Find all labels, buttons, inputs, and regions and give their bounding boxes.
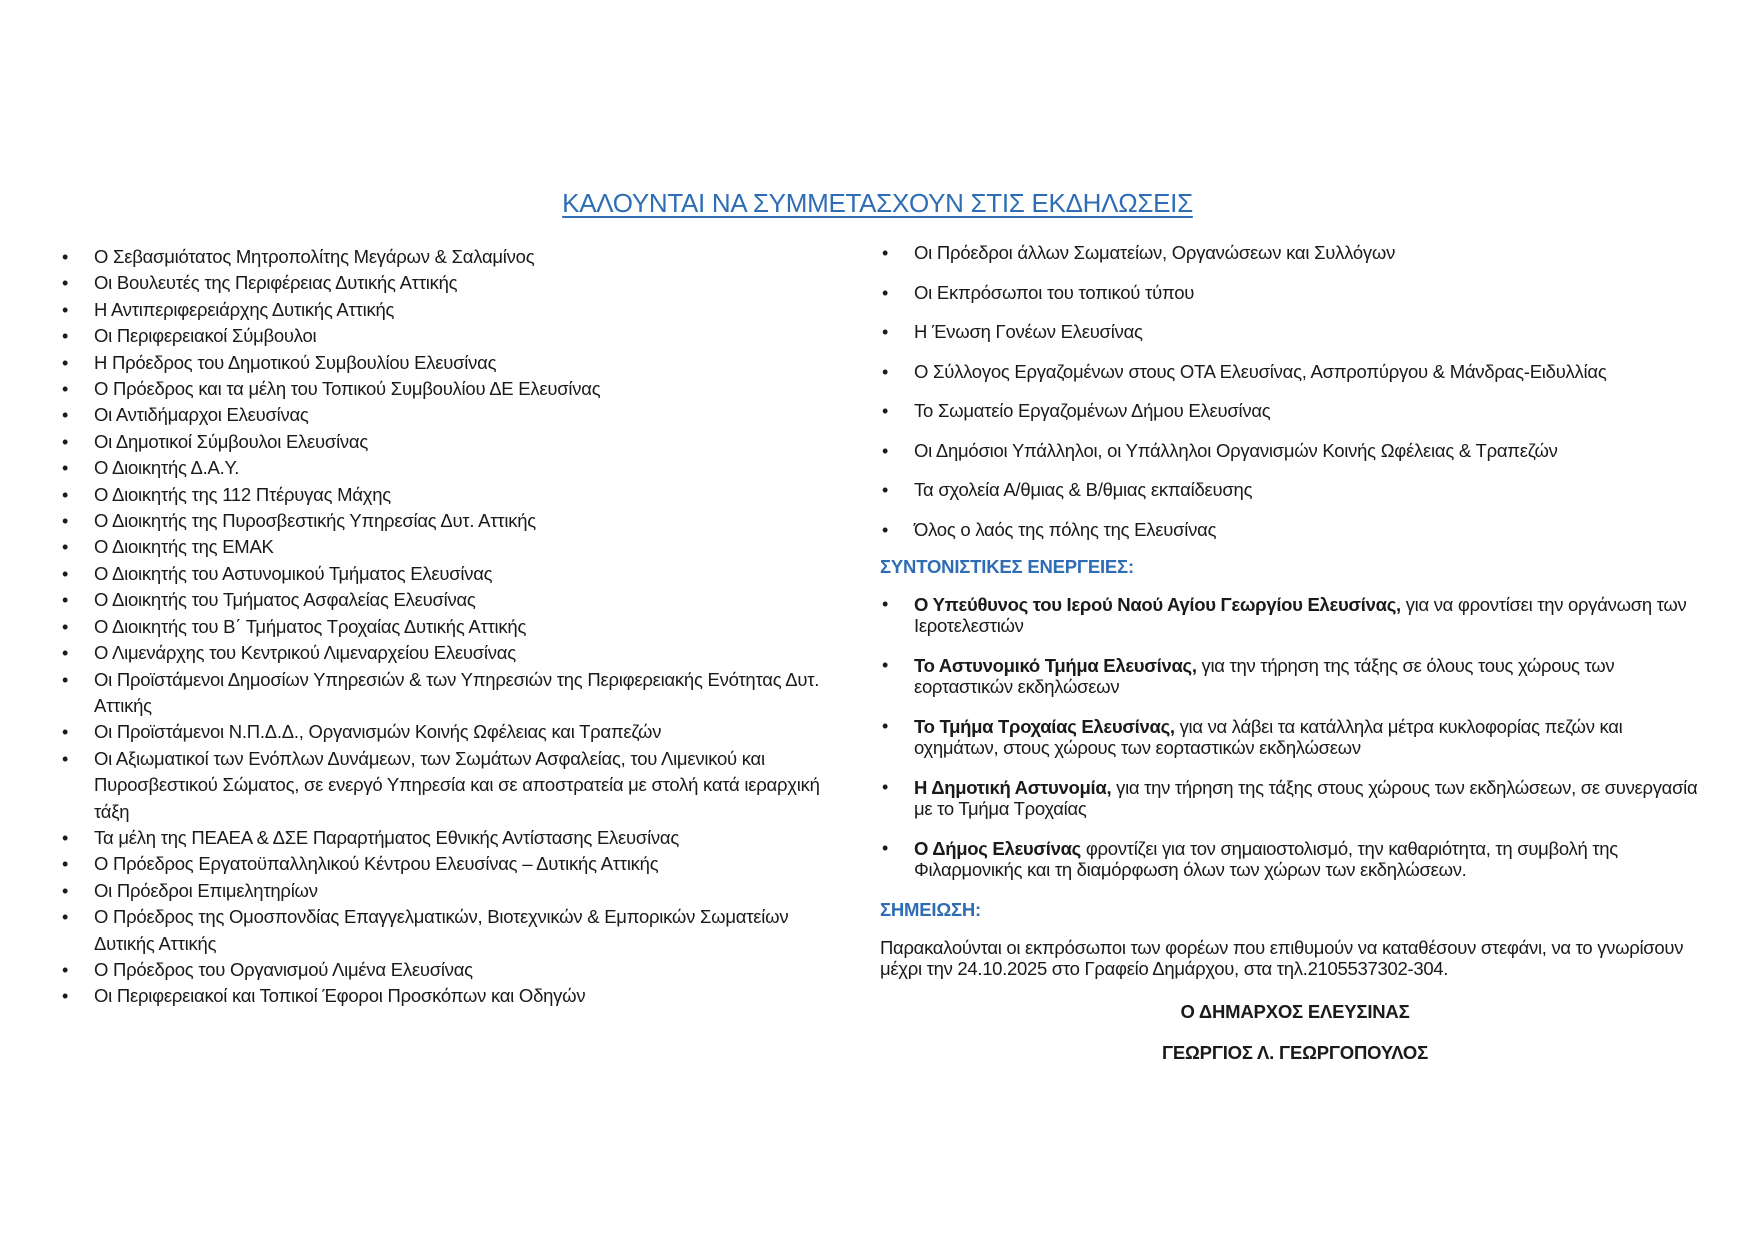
list-item: • Ο Πρόεδρος της Ομοσπονδίας Επαγγελματικών, Βιοτεχνικών & Εμπορικών Σωματείων Δυτικής Αττικής bbox=[60, 904, 840, 957]
coordination-item-task: για την τήρηση της τάξης σε όλους τους χώρους των εορταστικών εκδηλώσεων bbox=[914, 655, 1615, 697]
list-item: • Ο Διοικητής Δ.Α.Υ. bbox=[60, 455, 840, 481]
signature-block bbox=[880, 1001, 1710, 1064]
invitees-left-column bbox=[60, 244, 840, 1010]
list-item: • Τα σχολεία Α/θμιας & Β/θμιας εκπαίδευσης bbox=[880, 477, 1710, 503]
list-item: • Όλος ο λαός της πόλης της Ελευσίνας bbox=[880, 517, 1710, 543]
list-item: • Ο Διοικητής της ΕΜΑΚ bbox=[60, 534, 840, 560]
page-title: ΚΑΛΟΥΝΤΑΙ ΝΑ ΣΥΜΜΕΤΑΣΧΟΥΝ ΣΤΙΣ ΕΚΔΗΛΩΣΕΙΣ bbox=[562, 188, 1193, 218]
right-column bbox=[880, 240, 1710, 1083]
list-item: • Οι Δημόσιοι Υπάλληλοι, οι Υπάλληλοι Οργανισμών Κοινής Ωφέλειας & Τραπεζών bbox=[880, 438, 1710, 464]
note-text: Παρακαλούνται οι εκπρόσωποι των φορέων που επιθυμούν να καταθέσουν στεφάνι, να το γνωρίσουν μέχρι την 24.10.2025 στο Γραφείο Δημάρχου, στα τηλ.2105537302-304. bbox=[880, 937, 1684, 979]
coordination-item-task: για να φροντίσει την οργάνωση των Ιεροτελεστιών bbox=[914, 594, 1687, 636]
coordination-item bbox=[880, 777, 1710, 819]
list-item: • Η Ένωση Γονέων Ελευσίνας bbox=[880, 319, 1710, 345]
list-item: • Οι Αντιδήμαρχοι Ελευσίνας bbox=[60, 402, 840, 428]
coordination-item-entity: Το Τμήμα Τροχαίας Ελευσίνας, bbox=[914, 716, 1175, 737]
coordination-item bbox=[880, 716, 1710, 758]
list-item: • Οι Αξιωματικοί των Ενόπλων Δυνάμεων, των Σωμάτων Ασφαλείας, του Λιμενικού και Πυροσβεστικού Σώματος, σε ενεργό Υπηρεσία και σε αποστρατεία με στολή κατά ιεραρχική τάξη bbox=[60, 746, 840, 825]
list-item: • Ο Διοικητής της 112 Πτέρυγας Μάχης bbox=[60, 482, 840, 508]
list-item: • Ο Διοικητής του Αστυνομικού Τμήματος Ελευσίνας bbox=[60, 561, 840, 587]
list-item: • Ο Πρόεδρος του Οργανισμού Λιμένα Ελευσίνας bbox=[60, 957, 840, 983]
list-item: • Οι Περιφερειακοί και Τοπικοί Έφοροι Προσκόπων και Οδηγών bbox=[60, 983, 840, 1009]
coordination-list bbox=[880, 594, 1710, 880]
coordination-item bbox=[880, 594, 1710, 636]
list-item: • Ο Διοικητής του Β΄ Τμήματος Τροχαίας Δυτικής Αττικής bbox=[60, 614, 840, 640]
list-item: • Ο Πρόεδρος Εργατοϋπαλληλικού Κέντρου Ελευσίνας – Δυτικής Αττικής bbox=[60, 851, 840, 877]
list-item: • Οι Πρόεδροι Επιμελητηρίων bbox=[60, 878, 840, 904]
coordination-item-task: φροντίζει για τον σημαιοστολισμό, την καθαριότητα, τη συμβολή της Φιλαρμονικής και τη διαμόρφωση όλων των χώρων των εκδηλώσεων. bbox=[914, 838, 1618, 880]
list-item: • Οι Πρόεδροι άλλων Σωματείων, Οργανώσεων και Συλλόγων bbox=[880, 240, 1710, 266]
list-item: • Οι Προϊστάμενοι Δημοσίων Υπηρεσιών & των Υπηρεσιών της Περιφερειακής Ενότητας Δυτ. Αττικής bbox=[60, 667, 840, 720]
coordination-item bbox=[880, 838, 1710, 880]
coordination-item bbox=[880, 655, 1710, 697]
coordination-item-entity: Η Δημοτική Αστυνομία, bbox=[914, 777, 1112, 798]
list-item: • Ο Διοικητής του Τμήματος Ασφαλείας Ελευσίνας bbox=[60, 587, 840, 613]
list-item: • Οι Βουλευτές της Περιφέρειας Δυτικής Αττικής bbox=[60, 270, 840, 296]
list-item: • Τα μέλη της ΠΕΑΕΑ & ΔΣΕ Παραρτήματος Εθνικής Αντίστασης Ελευσίνας bbox=[60, 825, 840, 851]
list-item: • Οι Περιφερειακοί Σύμβουλοι bbox=[60, 323, 840, 349]
list-item: • Οι Προϊστάμενοι Ν.Π.Δ.Δ., Οργανισμών Κοινής Ωφέλειας και Τραπεζών bbox=[60, 719, 840, 745]
coordination-item-entity: Το Αστυνομικό Τμήμα Ελευσίνας, bbox=[914, 655, 1197, 676]
list-item: • Οι Εκπρόσωποι του τοπικού τύπου bbox=[880, 280, 1710, 306]
coordination-heading: ΣΥΝΤΟΝΙΣΤΙΚΕΣ ΕΝΕΡΓΕΙΕΣ: bbox=[880, 556, 1134, 577]
coordination-item-entity: Ο Δήμος Ελευσίνας bbox=[914, 838, 1081, 859]
signature-role: Ο ΔΗΜΑΡΧΟΣ ΕΛΕΥΣΙΝΑΣ bbox=[1180, 1001, 1410, 1022]
list-item: • Ο Σύλλογος Εργαζομένων στους ΟΤΑ Ελευσίνας, Ασπροπύργου & Μάνδρας-Ειδυλλίας bbox=[880, 359, 1710, 385]
invitees-list-right bbox=[880, 240, 1710, 543]
list-item: • Οι Δημοτικοί Σύμβουλοι Ελευσίνας bbox=[60, 429, 840, 455]
list-item: • Η Πρόεδρος του Δημοτικού Συμβουλίου Ελευσίνας bbox=[60, 350, 840, 376]
invitees-list-left bbox=[60, 244, 840, 1010]
coordination-item-entity: Ο Υπεύθυνος του Ιερού Ναού Αγίου Γεωργίου Ελευσίνας, bbox=[914, 594, 1401, 615]
list-item: • Ο Πρόεδρος και τα μέλη του Τοπικού Συμβουλίου ΔΕ Ελευσίνας bbox=[60, 376, 840, 402]
coordination-item-task: για την τήρηση της τάξης στους χώρους των εκδηλώσεων, σε συνεργασία με το Τμήμα Τροχαίας bbox=[914, 777, 1698, 819]
coordination-item-task: για να λάβει τα κατάλληλα μέτρα κυκλοφορίας πεζών και οχημάτων, στους χώρους των εορταστικών εκδηλώσεων bbox=[914, 716, 1623, 758]
note-heading: ΣΗΜΕΙΩΣΗ: bbox=[880, 899, 982, 920]
list-item: • Ο Διοικητής της Πυροσβεστικής Υπηρεσίας Δυτ. Αττικής bbox=[60, 508, 840, 534]
list-item: • Ο Σεβασμιότατος Μητροπολίτης Μεγάρων & Σαλαμίνος bbox=[60, 244, 840, 270]
list-item: • Ο Λιμενάρχης του Κεντρικού Λιμεναρχείου Ελευσίνας bbox=[60, 640, 840, 666]
list-item: • Το Σωματείο Εργαζομένων Δήμου Ελευσίνας bbox=[880, 398, 1710, 424]
signature-name: ΓΕΩΡΓΙΟΣ Λ. ΓΕΩΡΓΟΠΟΥΛΟΣ bbox=[1161, 1042, 1429, 1063]
list-item: • Η Αντιπεριφερειάρχης Δυτικής Αττικής bbox=[60, 297, 840, 323]
